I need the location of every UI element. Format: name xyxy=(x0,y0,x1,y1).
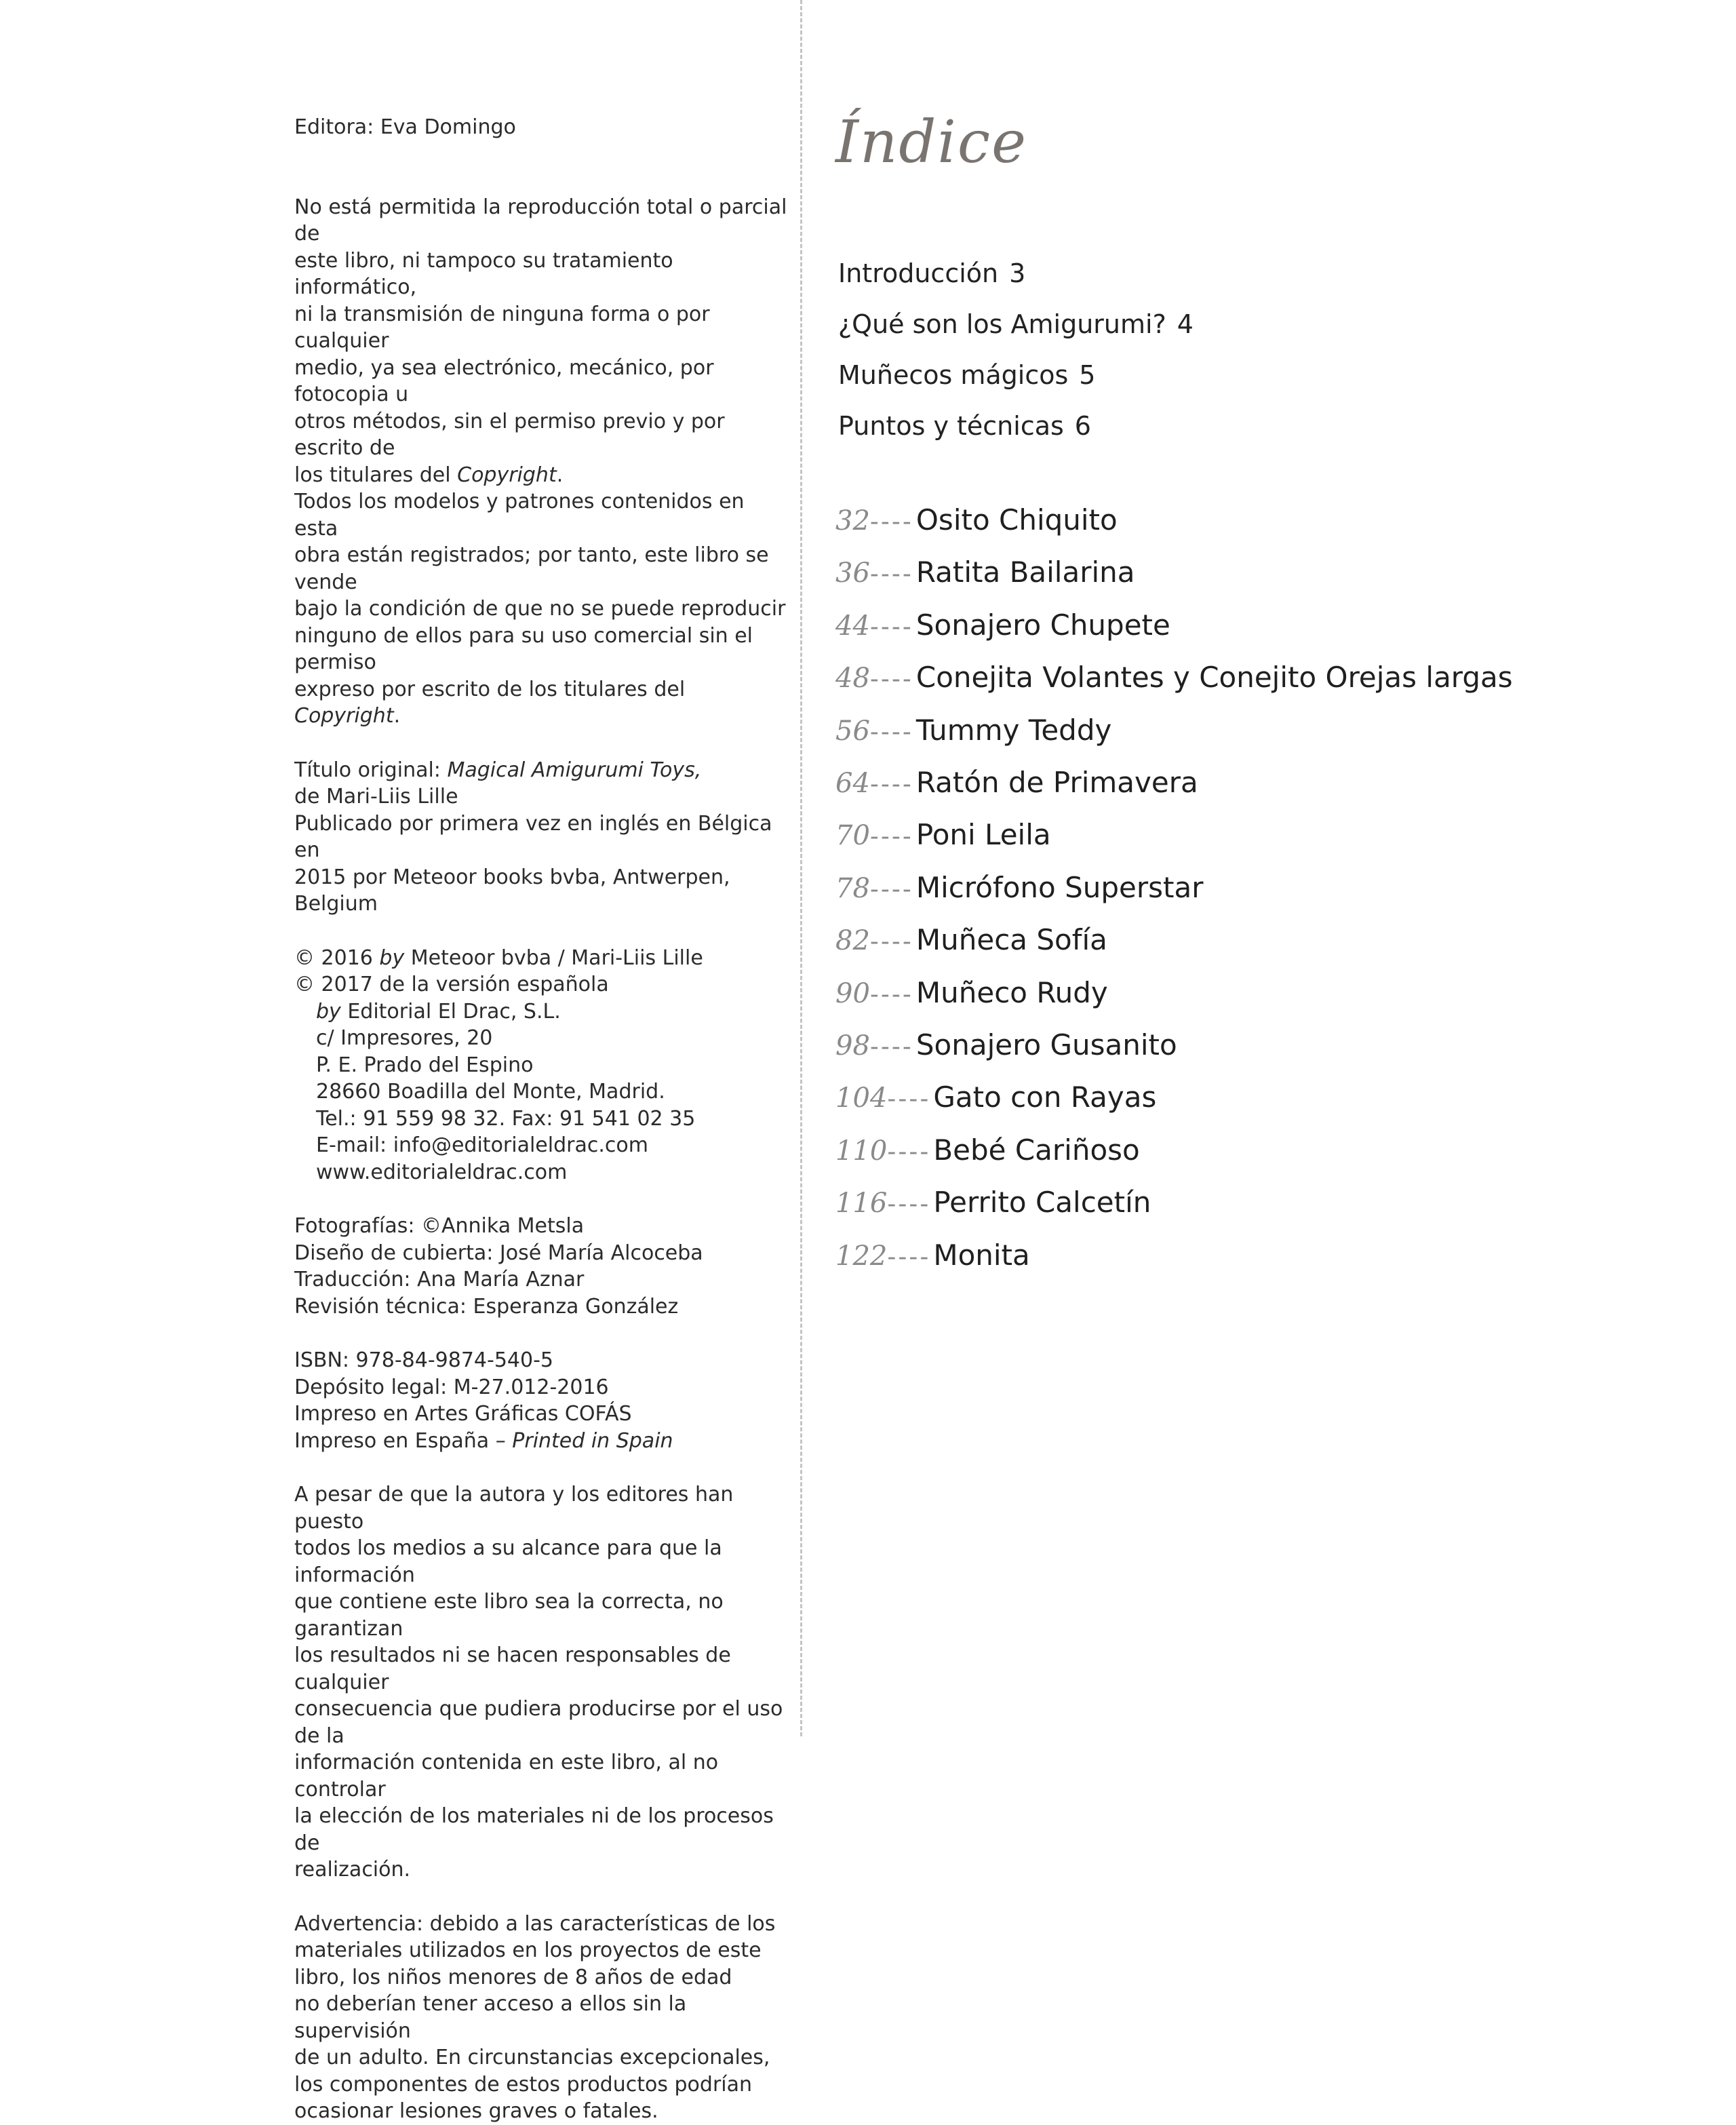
text-span: . xyxy=(393,704,401,728)
rights-notice xyxy=(294,194,789,730)
printing-block xyxy=(294,1347,789,1454)
text-span: Meteoor bvba / Mari-Liis Lille xyxy=(404,945,703,970)
toc-entry-title: Monita xyxy=(933,1238,1030,1272)
rights-line xyxy=(294,676,789,730)
toc-entry[interactable] xyxy=(835,863,1513,915)
disclaimer-line: los resultados ni se hacen responsables de cualquier xyxy=(294,1643,731,1694)
toc-entry[interactable] xyxy=(835,652,1513,705)
toc-entry-title: Micrófono Superstar xyxy=(915,870,1204,904)
disclaimer-line: información contenida en este libro, al no controlar xyxy=(294,1751,719,1801)
toc-leader-dashes: ---- xyxy=(869,771,913,799)
toc-entry[interactable] xyxy=(835,547,1513,600)
toc-leader-dashes: ---- xyxy=(869,665,913,694)
toc-intro-item[interactable] xyxy=(838,299,1194,350)
text-span: Impreso en España – xyxy=(294,1428,513,1453)
publication-line: 2015 por Meteoor books bvba, Antwerpen, Belgium xyxy=(294,865,730,916)
rights-line: Todos los modelos y patrones contenidos en esta xyxy=(294,490,745,541)
toc-leader-dashes: ---- xyxy=(869,928,913,956)
disclaimer-line: A pesar de que la autora y los editores han puesto xyxy=(294,1483,734,1534)
toc-intro-page: 5 xyxy=(1079,360,1096,390)
toc-leader-dashes: ---- xyxy=(869,980,913,1009)
toc-entry-page: 78 xyxy=(835,872,870,904)
toc-leader-dashes: ---- xyxy=(887,1085,931,1114)
disclaimer-line: consecuencia que pudiera producirse por el uso de la xyxy=(294,1697,783,1748)
toc-entry[interactable] xyxy=(835,1020,1513,1072)
text-span: . xyxy=(556,463,564,487)
toc-entry[interactable] xyxy=(835,495,1513,547)
toc-entry-title: Gato con Rayas xyxy=(933,1080,1157,1114)
toc-entry-page: 82 xyxy=(835,925,870,957)
toc-entry-page: 48 xyxy=(835,663,870,695)
toc-entry-page: 104 xyxy=(835,1083,888,1114)
contributors-block xyxy=(294,1213,789,1320)
original-title: Magical Amigurumi Toys, xyxy=(447,758,702,782)
toc-intro-page: 6 xyxy=(1074,411,1091,441)
toc-leader-dashes: ---- xyxy=(869,560,913,589)
toc-entry-title: Bebé Cariñoso xyxy=(933,1133,1140,1167)
text-span: © 2016 xyxy=(294,945,380,970)
toc-entry-page: 98 xyxy=(835,1030,870,1062)
toc-leader-dashes: ---- xyxy=(869,612,913,641)
rights-line: No está permitida la reproducción total o parcial de xyxy=(294,195,787,246)
toc-entry-page: 44 xyxy=(835,610,870,642)
toc-entry-title: Ratita Bailarina xyxy=(915,555,1135,589)
toc-entry[interactable] xyxy=(835,1072,1513,1125)
warning-line: de un adulto. En circunstancias excepcionales, xyxy=(294,2046,770,2069)
publication-line: Publicado por primera vez en inglés en Bélgica en xyxy=(294,811,772,862)
text-span: los titulares del xyxy=(294,463,458,487)
toc-entry[interactable] xyxy=(835,968,1513,1020)
cover-credit: Diseño de cubierta: José María Alcoceba xyxy=(294,1241,703,1265)
toc-entry-title: Osito Chiquito xyxy=(915,503,1118,537)
warning-line: libro, los niños menores de 8 años de edad xyxy=(294,1965,732,1989)
rights-line: medio, ya sea electrónico, mecánico, por fotocopia u xyxy=(294,355,714,406)
toc-entry-page: 56 xyxy=(835,715,870,747)
intro-list xyxy=(838,248,1194,452)
text-em: by xyxy=(316,999,341,1023)
toc-leader-dashes: ---- xyxy=(887,1137,931,1166)
toc-entry-title: Ratón de Primavera xyxy=(915,766,1198,800)
translation-credit: Traducción: Ana María Aznar xyxy=(294,1268,585,1291)
warning-line: no deberían tener acceso a ellos sin la supervisión xyxy=(294,1992,687,2043)
copyright-line xyxy=(294,945,789,972)
toc-entry[interactable] xyxy=(835,1125,1513,1177)
toc-intro-label: ¿Qué son los Amigurumi? xyxy=(838,309,1166,339)
index-title: Índice xyxy=(835,109,1027,176)
toc-intro-page: 3 xyxy=(1009,258,1026,288)
toc-entry-page: 36 xyxy=(835,558,870,589)
phone-line: Tel.: 91 559 98 32. Fax: 91 541 02 35 xyxy=(316,1106,696,1131)
disclaimer-line: que contiene este libro sea la correcta, no garantizan xyxy=(294,1590,724,1641)
toc-leader-dashes: ---- xyxy=(887,1190,931,1219)
toc-entry[interactable] xyxy=(835,1230,1513,1283)
toc-leader-dashes: ---- xyxy=(869,1033,913,1061)
credits-column xyxy=(294,114,789,2125)
toc-entry-page: 90 xyxy=(835,977,870,1009)
address-line: P. E. Prado del Espino xyxy=(316,1053,534,1077)
rights-line: otros métodos, sin el permiso previo y por escrito de xyxy=(294,409,725,460)
isbn-line: ISBN: 978-84-9874-540-5 xyxy=(294,1348,553,1372)
printer-line: Impreso en Artes Gráficas COFÁS xyxy=(294,1402,632,1426)
toc-leader-dashes: ---- xyxy=(887,1243,931,1271)
toc-intro-label: Puntos y técnicas xyxy=(838,411,1064,441)
editor-line: Editora: Eva Domingo xyxy=(294,115,516,139)
toc-entry-title: Poni Leila xyxy=(915,818,1051,852)
toc-leader-dashes: ---- xyxy=(869,875,913,903)
original-title-block xyxy=(294,757,789,918)
disclaimer-line: realización. xyxy=(294,1858,411,1882)
toc-entry-title: Sonajero Gusanito xyxy=(915,1028,1177,1062)
toc-entry-page: 64 xyxy=(835,768,870,800)
address-line: c/ Impresores, 20 xyxy=(316,1026,493,1050)
toc-leader-dashes: ---- xyxy=(869,823,913,851)
text-em: Printed in Spain xyxy=(512,1428,673,1453)
toc-entry-page: 110 xyxy=(835,1135,888,1167)
toc-list xyxy=(835,495,1513,1283)
toc-entry-title: Muñeca Sofía xyxy=(915,923,1107,957)
warning-line: ocasionar lesiones graves o fatales. xyxy=(294,2099,658,2123)
toc-intro-item[interactable] xyxy=(838,248,1194,299)
toc-entry[interactable] xyxy=(835,600,1513,652)
toc-entry-title: Conejita Volantes y Conejito Orejas largas xyxy=(915,661,1513,695)
rights-line: este libro, ni tampoco su tratamiento informático, xyxy=(294,248,673,299)
toc-entry-title: Tummy Teddy xyxy=(915,713,1112,747)
disclaimer-block xyxy=(294,1481,789,1884)
author-line: de Mari-Liis Lille xyxy=(294,785,458,808)
original-title-line xyxy=(294,757,789,784)
rights-line xyxy=(294,462,789,489)
toc-entry-title: Sonajero Chupete xyxy=(915,608,1170,642)
toc-entry-title: Muñeco Rudy xyxy=(915,975,1108,1009)
warning-block xyxy=(294,1911,789,2125)
toc-intro-item[interactable] xyxy=(838,401,1194,452)
review-credit: Revisión técnica: Esperanza González xyxy=(294,1294,679,1319)
printed-in-line xyxy=(294,1428,789,1455)
toc-intro-label: Muñecos mágicos xyxy=(838,360,1069,390)
toc-entry-page: 32 xyxy=(835,505,870,537)
email-line: E-mail: info@editorialeldrac.com xyxy=(316,1133,648,1157)
photo-credit: Fotografías: ©Annika Metsla xyxy=(294,1214,585,1238)
copyright-line: © 2017 de la versión española xyxy=(294,973,609,996)
toc-entry-title: Perrito Calcetín xyxy=(933,1186,1151,1220)
toc-intro-page: 4 xyxy=(1177,309,1194,339)
toc-leader-dashes: ---- xyxy=(869,718,913,746)
toc-entry[interactable] xyxy=(835,1177,1513,1230)
toc-intro-label: Introducción xyxy=(838,258,999,288)
rights-line: obra están registrados; por tanto, este libro se vende xyxy=(294,543,769,594)
toc-entry-page: 70 xyxy=(835,820,870,852)
copyright-block xyxy=(294,945,789,1186)
warning-line: Advertencia: debido a las características de los xyxy=(294,1911,776,1936)
copyright-word: Copyright xyxy=(457,463,557,487)
text-span: Título original: xyxy=(294,758,448,782)
page-divider xyxy=(800,0,802,1736)
toc-entry-page: 116 xyxy=(835,1188,888,1220)
toc-entry[interactable] xyxy=(835,915,1513,967)
publisher-line xyxy=(294,998,789,1026)
toc-entry-page: 122 xyxy=(835,1240,888,1272)
toc-entry[interactable] xyxy=(835,810,1513,862)
copyright-word: Copyright xyxy=(294,704,394,728)
rights-line: bajo la condición de que no se puede reproducir xyxy=(294,597,786,621)
text-span: expreso por escrito de los titulares del xyxy=(294,677,686,701)
disclaimer-line: todos los medios a su alcance para que la información xyxy=(294,1536,722,1587)
toc-entry[interactable] xyxy=(835,758,1513,810)
rights-line: ni la transmisión de ninguna forma o por cualquier xyxy=(294,302,710,353)
toc-entry[interactable] xyxy=(835,705,1513,758)
address-line: 28660 Boadilla del Monte, Madrid. xyxy=(316,1080,665,1104)
warning-line: los componentes de estos productos podrían xyxy=(294,2072,753,2097)
toc-leader-dashes: ---- xyxy=(869,508,913,536)
toc-intro-item[interactable] xyxy=(838,350,1194,401)
legal-deposit-line: Depósito legal: M-27.012-2016 xyxy=(294,1375,609,1399)
disclaimer-line: la elección de los materiales ni de los procesos de xyxy=(294,1804,774,1855)
warning-line: materiales utilizados en los proyectos de este xyxy=(294,1938,762,1962)
website-line: www.editorialeldrac.com xyxy=(316,1160,568,1184)
text-span: Editorial El Drac, S.L. xyxy=(340,999,561,1023)
text-em: by xyxy=(379,945,405,970)
rights-line: ninguno de ellos para su uso comercial sin el permiso xyxy=(294,623,753,674)
